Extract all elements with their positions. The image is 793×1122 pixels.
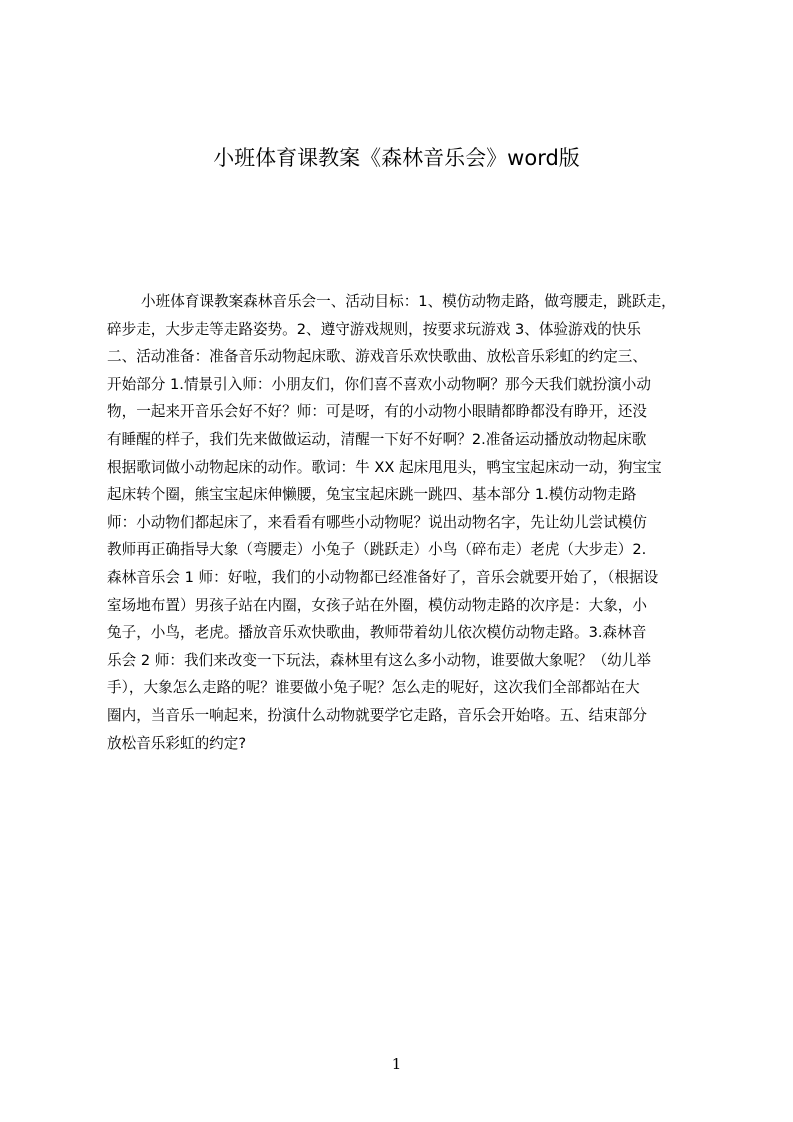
- paragraph-line: 森林音乐会 1 师：好啦，我们的小动物都已经准备好了，音乐会就要开始了，（根据设: [107, 568, 659, 586]
- paragraph-line: 小班体育课教案森林音乐会一、活动目标：1、模仿动物走路，做弯腰走，跳跃走，: [141, 293, 676, 310]
- paragraph-line: 有睡醒的样子，我们先来做做运动，清醒一下好不好啊？2.准备运动播放动物起床歌: [107, 430, 647, 448]
- paragraph-line: 教师再正确指导大象（弯腰走）小兔子（跳跃走）小鸟（碎布走）老虎（大步走）2.: [107, 541, 647, 559]
- paragraph-line: 起床转个圈，熊宝宝起床伸懒腰，兔宝宝起床跳一跳四、基本部分 1.模仿动物走路: [107, 486, 637, 504]
- paragraph-line: 二、活动准备：准备音乐动物起床歌、游戏音乐欢快歌曲、放松音乐彩虹的约定三、: [107, 348, 647, 366]
- paragraph-line: 放松音乐彩虹的约定?: [107, 734, 247, 752]
- body-text: [107, 288, 699, 757]
- paragraph-line: 乐会 2 师：我们来改变一下玩法，森林里有这么多小动物，谁要做大象呢？（幼儿举: [107, 651, 651, 669]
- paragraph-line: 师：小动物们都起床了，来看看有哪些小动物呢？说出动物名字，先让幼儿尝试模仿: [107, 513, 647, 531]
- paragraph-line: 物，一起来开音乐会好不好？师：可是呀，有的小动物小眼睛都睁都没有睁开，还没: [107, 403, 647, 421]
- paragraph-line: 室场地布置）男孩子站在内圈，女孩子站在外圈，模仿动物走路的次序是：大象，小: [107, 596, 647, 614]
- paragraph-line: 手），大象怎么走路的呢？谁要做小兔子呢？怎么走的呢好，这次我们全部都站在大: [107, 679, 640, 697]
- page-number: 1: [391, 1055, 402, 1073]
- paragraph-line: 开始部分 1.情景引入师：小朋友们，你们喜不喜欢小动物啊？那今天我们就扮演小动: [107, 375, 651, 393]
- paragraph-line: 圈内，当音乐一响起来，扮演什么动物就要学它走路，音乐会开始咯。五、结束部分: [107, 706, 647, 724]
- page-title: 小班体育课教案《森林音乐会》word版: [213, 146, 580, 170]
- paragraph-line: 兔子，小鸟，老虎。播放音乐欢快歌曲，教师带着幼儿依次模仿动物走路。3.森林音: [107, 624, 647, 642]
- paragraph-line: 碎步走，大步走等走路姿势。2、遵守游戏规则，按要求玩游戏 3、体验游戏的快乐: [107, 320, 641, 338]
- paragraph-line: 根据歌词做小动物起床的动作。歌词：牛 XX 起床甩甩头，鸭宝宝起床动一动，狗宝宝: [107, 458, 662, 476]
